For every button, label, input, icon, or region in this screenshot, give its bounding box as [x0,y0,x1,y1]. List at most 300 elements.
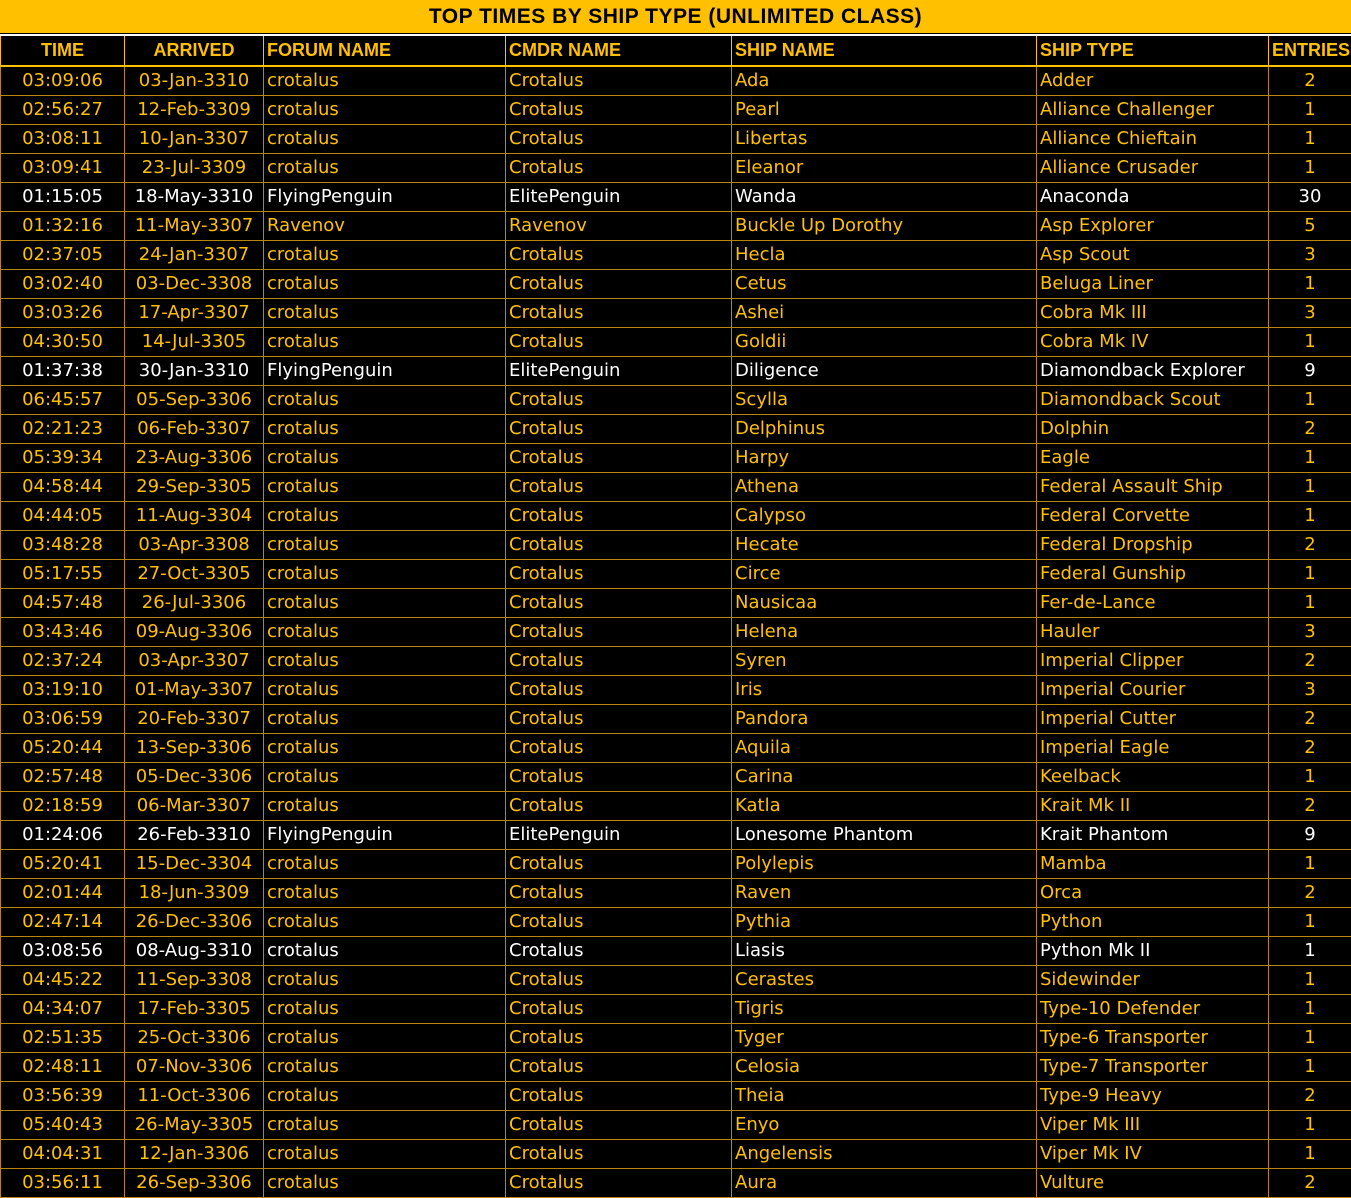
cell-forum-name[interactable]: FlyingPenguin [264,820,506,849]
cell-ship-type[interactable]: Imperial Clipper [1037,646,1269,675]
cell-cmdr-name[interactable]: ElitePenguin [506,356,732,385]
table-row [1,936,1351,965]
cell-time[interactable]: 03:06:59 [1,704,125,733]
cell-forum-name[interactable]: crotalus [264,95,506,124]
cell-ship-name[interactable]: Raven [732,878,1037,907]
cell-ship-type[interactable]: Adder [1037,66,1269,95]
cell-forum-name[interactable]: crotalus [264,530,506,559]
cell-time[interactable]: 02:37:05 [1,240,125,269]
cell-time[interactable]: 05:17:55 [1,559,125,588]
column-header-forum-name: FORUM NAME [264,35,506,66]
cell-arrived[interactable]: 13-Sep-3306 [125,733,264,762]
cell-ship-type[interactable]: Federal Assault Ship [1037,472,1269,501]
cell-cmdr-name[interactable]: Crotalus [506,1081,732,1110]
cell-ship-name[interactable]: Aura [732,1168,1037,1197]
cell-time[interactable]: 03:09:41 [1,153,125,182]
cell-ship-name[interactable]: Polylepis [732,849,1037,878]
cell-entries[interactable]: 2 [1269,704,1351,733]
cell-arrived[interactable]: 11-Oct-3306 [125,1081,264,1110]
cell-entries[interactable]: 2 [1269,733,1351,762]
header-row [1,35,1351,66]
cell-entries[interactable]: 1 [1269,936,1351,965]
table-row [1,530,1351,559]
cell-forum-name[interactable]: crotalus [264,1023,506,1052]
cell-arrived[interactable]: 03-Dec-3308 [125,269,264,298]
cell-entries[interactable]: 1 [1269,472,1351,501]
cell-ship-type[interactable]: Type-6 Transporter [1037,1023,1269,1052]
cell-ship-name[interactable]: Carina [732,762,1037,791]
cell-arrived[interactable]: 17-Feb-3305 [125,994,264,1023]
cell-arrived[interactable]: 23-Jul-3309 [125,153,264,182]
cell-cmdr-name[interactable]: ElitePenguin [506,820,732,849]
cell-cmdr-name[interactable]: Crotalus [506,240,732,269]
cell-arrived[interactable]: 06-Mar-3307 [125,791,264,820]
cell-ship-type[interactable]: Sidewinder [1037,965,1269,994]
cell-forum-name[interactable]: crotalus [264,385,506,414]
table-row [1,472,1351,501]
cell-forum-name[interactable]: crotalus [264,965,506,994]
table-row [1,994,1351,1023]
cell-time[interactable]: 02:51:35 [1,1023,125,1052]
cell-entries[interactable]: 1 [1269,269,1351,298]
cell-forum-name[interactable]: FlyingPenguin [264,356,506,385]
cell-forum-name[interactable]: crotalus [264,588,506,617]
cell-entries[interactable]: 2 [1269,66,1351,95]
cell-cmdr-name[interactable]: Crotalus [506,1052,732,1081]
cell-cmdr-name[interactable]: Crotalus [506,443,732,472]
cell-entries[interactable]: 1 [1269,849,1351,878]
cell-arrived[interactable]: 03-Jan-3310 [125,66,264,95]
cell-ship-type[interactable]: Eagle [1037,443,1269,472]
cell-time[interactable]: 04:34:07 [1,994,125,1023]
cell-time[interactable]: 05:20:44 [1,733,125,762]
cell-cmdr-name[interactable]: Crotalus [506,124,732,153]
cell-cmdr-name[interactable]: Crotalus [506,472,732,501]
cell-ship-type[interactable]: Vulture [1037,1168,1269,1197]
cell-ship-name[interactable]: Syren [732,646,1037,675]
cell-arrived[interactable]: 30-Jan-3310 [125,356,264,385]
cell-arrived[interactable]: 27-Oct-3305 [125,559,264,588]
cell-cmdr-name[interactable]: Crotalus [506,501,732,530]
cell-entries[interactable]: 3 [1269,240,1351,269]
cell-arrived[interactable]: 26-Jul-3306 [125,588,264,617]
cell-time[interactable]: 04:57:48 [1,588,125,617]
cell-ship-type[interactable]: Cobra Mk IV [1037,327,1269,356]
cell-arrived[interactable]: 18-May-3310 [125,182,264,211]
table-row [1,211,1351,240]
cell-time[interactable]: 05:20:41 [1,849,125,878]
cell-time[interactable]: 03:19:10 [1,675,125,704]
cell-arrived[interactable]: 26-Sep-3306 [125,1168,264,1197]
cell-forum-name[interactable]: crotalus [264,704,506,733]
cell-entries[interactable]: 1 [1269,153,1351,182]
cell-entries[interactable]: 1 [1269,1139,1351,1168]
table-row [1,1023,1351,1052]
cell-ship-name[interactable]: Delphinus [732,414,1037,443]
cell-entries[interactable]: 1 [1269,327,1351,356]
cell-forum-name[interactable]: crotalus [264,124,506,153]
cell-arrived[interactable]: 20-Feb-3307 [125,704,264,733]
cell-ship-type[interactable]: Viper Mk III [1037,1110,1269,1139]
cell-time[interactable]: 04:44:05 [1,501,125,530]
cell-arrived[interactable]: 15-Dec-3304 [125,849,264,878]
cell-arrived[interactable]: 29-Sep-3305 [125,472,264,501]
cell-cmdr-name[interactable]: Crotalus [506,66,732,95]
cell-arrived[interactable]: 03-Apr-3307 [125,646,264,675]
cell-cmdr-name[interactable]: Crotalus [506,936,732,965]
cell-ship-type[interactable]: Mamba [1037,849,1269,878]
cell-ship-name[interactable]: Celosia [732,1052,1037,1081]
cell-arrived[interactable]: 01-May-3307 [125,675,264,704]
column-header-ship-type: SHIP TYPE [1037,35,1269,66]
cell-ship-name[interactable]: Cetus [732,269,1037,298]
cell-ship-name[interactable]: Pearl [732,95,1037,124]
cell-cmdr-name[interactable]: Crotalus [506,1110,732,1139]
cell-ship-type[interactable]: Anaconda [1037,182,1269,211]
table-row [1,269,1351,298]
cell-arrived[interactable]: 07-Nov-3306 [125,1052,264,1081]
cell-cmdr-name[interactable]: Crotalus [506,675,732,704]
cell-ship-type[interactable]: Federal Corvette [1037,501,1269,530]
cell-forum-name[interactable]: crotalus [264,994,506,1023]
cell-time[interactable]: 04:04:31 [1,1139,125,1168]
cell-ship-name[interactable]: Libertas [732,124,1037,153]
cell-arrived[interactable]: 06-Feb-3307 [125,414,264,443]
cell-cmdr-name[interactable]: Crotalus [506,269,732,298]
cell-entries[interactable]: 1 [1269,965,1351,994]
cell-forum-name[interactable]: crotalus [264,1110,506,1139]
cell-forum-name[interactable]: crotalus [264,1081,506,1110]
cell-ship-type[interactable]: Imperial Cutter [1037,704,1269,733]
cell-cmdr-name[interactable]: Crotalus [506,559,732,588]
table-row [1,965,1351,994]
table-row [1,240,1351,269]
cell-ship-type[interactable]: Orca [1037,878,1269,907]
cell-time[interactable]: 01:15:05 [1,182,125,211]
cell-cmdr-name[interactable]: Crotalus [506,1023,732,1052]
cell-forum-name[interactable]: crotalus [264,791,506,820]
cell-time[interactable]: 05:39:34 [1,443,125,472]
cell-cmdr-name[interactable]: Crotalus [506,965,732,994]
cell-cmdr-name[interactable]: Crotalus [506,298,732,327]
cell-forum-name[interactable]: crotalus [264,675,506,704]
table-row [1,327,1351,356]
cell-time[interactable]: 04:30:50 [1,327,125,356]
cell-time[interactable]: 05:40:43 [1,1110,125,1139]
cell-arrived[interactable]: 08-Aug-3310 [125,936,264,965]
cell-entries[interactable]: 1 [1269,1110,1351,1139]
cell-cmdr-name[interactable]: Crotalus [506,646,732,675]
cell-ship-type[interactable]: Dolphin [1037,414,1269,443]
cell-ship-type[interactable]: Imperial Eagle [1037,733,1269,762]
cell-entries[interactable]: 2 [1269,530,1351,559]
cell-entries[interactable]: 1 [1269,385,1351,414]
cell-cmdr-name[interactable]: Crotalus [506,414,732,443]
cell-cmdr-name[interactable]: Crotalus [506,530,732,559]
cell-time[interactable]: 02:57:48 [1,762,125,791]
cell-ship-type[interactable]: Alliance Chieftain [1037,124,1269,153]
cell-ship-name[interactable]: Hecate [732,530,1037,559]
cell-ship-name[interactable]: Enyo [732,1110,1037,1139]
cell-forum-name[interactable]: crotalus [264,501,506,530]
cell-ship-type[interactable]: Alliance Crusader [1037,153,1269,182]
cell-arrived[interactable]: 11-Aug-3304 [125,501,264,530]
cell-ship-name[interactable]: Pandora [732,704,1037,733]
cell-arrived[interactable]: 12-Jan-3306 [125,1139,264,1168]
cell-forum-name[interactable]: crotalus [264,414,506,443]
cell-arrived[interactable]: 05-Sep-3306 [125,385,264,414]
cell-ship-type[interactable]: Diamondback Scout [1037,385,1269,414]
cell-arrived[interactable]: 26-May-3305 [125,1110,264,1139]
cell-cmdr-name[interactable]: Crotalus [506,907,732,936]
cell-cmdr-name[interactable]: Crotalus [506,849,732,878]
cell-ship-name[interactable]: Tigris [732,994,1037,1023]
cell-cmdr-name[interactable]: Crotalus [506,617,732,646]
table-row [1,878,1351,907]
cell-ship-type[interactable]: Beluga Liner [1037,269,1269,298]
cell-ship-name[interactable]: Ada [732,66,1037,95]
cell-forum-name[interactable]: crotalus [264,1139,506,1168]
cell-ship-name[interactable]: Calypso [732,501,1037,530]
cell-forum-name[interactable]: crotalus [264,472,506,501]
cell-entries[interactable]: 3 [1269,617,1351,646]
cell-time[interactable]: 01:37:38 [1,356,125,385]
cell-ship-type[interactable]: Viper Mk IV [1037,1139,1269,1168]
cell-time[interactable]: 01:32:16 [1,211,125,240]
cell-time[interactable]: 03:03:26 [1,298,125,327]
cell-time[interactable]: 03:08:11 [1,124,125,153]
cell-forum-name[interactable]: crotalus [264,443,506,472]
cell-ship-type[interactable]: Asp Scout [1037,240,1269,269]
cell-ship-name[interactable]: Hecla [732,240,1037,269]
cell-time[interactable]: 03:43:46 [1,617,125,646]
cell-forum-name[interactable]: crotalus [264,646,506,675]
cell-ship-type[interactable]: Krait Phantom [1037,820,1269,849]
cell-time[interactable]: 04:45:22 [1,965,125,994]
cell-entries[interactable]: 1 [1269,501,1351,530]
cell-entries[interactable]: 1 [1269,994,1351,1023]
cell-ship-name[interactable]: Scylla [732,385,1037,414]
cell-ship-type[interactable]: Type-10 Defender [1037,994,1269,1023]
cell-forum-name[interactable]: crotalus [264,733,506,762]
cell-ship-type[interactable]: Hauler [1037,617,1269,646]
cell-entries[interactable]: 3 [1269,675,1351,704]
cell-forum-name[interactable]: crotalus [264,936,506,965]
cell-cmdr-name[interactable]: Crotalus [506,95,732,124]
cell-ship-type[interactable]: Federal Gunship [1037,559,1269,588]
cell-entries[interactable]: 2 [1269,878,1351,907]
cell-time[interactable]: 01:24:06 [1,820,125,849]
cell-forum-name[interactable]: crotalus [264,878,506,907]
table-row [1,1139,1351,1168]
cell-forum-name[interactable]: crotalus [264,849,506,878]
cell-ship-name[interactable]: Buckle Up Dorothy [732,211,1037,240]
cell-arrived[interactable]: 26-Dec-3306 [125,907,264,936]
cell-ship-name[interactable]: Eleanor [732,153,1037,182]
table-body [1,66,1351,1197]
cell-entries[interactable]: 2 [1269,646,1351,675]
cell-forum-name[interactable]: FlyingPenguin [264,182,506,211]
cell-ship-name[interactable]: Lonesome Phantom [732,820,1037,849]
cell-ship-name[interactable]: Cerastes [732,965,1037,994]
cell-ship-type[interactable]: Type-7 Transporter [1037,1052,1269,1081]
cell-arrived[interactable]: 24-Jan-3307 [125,240,264,269]
cell-cmdr-name[interactable]: Crotalus [506,762,732,791]
cell-forum-name[interactable]: crotalus [264,1168,506,1197]
cell-ship-name[interactable]: Wanda [732,182,1037,211]
table-row [1,124,1351,153]
table-title: TOP TIMES BY SHIP TYPE (UNLIMITED CLASS) [0,0,1351,34]
table-row [1,588,1351,617]
table-row [1,704,1351,733]
cell-ship-type[interactable]: Alliance Challenger [1037,95,1269,124]
cell-arrived[interactable]: 25-Oct-3306 [125,1023,264,1052]
cell-entries[interactable]: 30 [1269,182,1351,211]
cell-cmdr-name[interactable]: Crotalus [506,791,732,820]
cell-entries[interactable]: 2 [1269,1081,1351,1110]
cell-time[interactable]: 02:18:59 [1,791,125,820]
cell-entries[interactable]: 1 [1269,907,1351,936]
cell-time[interactable]: 02:56:27 [1,95,125,124]
table-row [1,1110,1351,1139]
cell-forum-name[interactable]: crotalus [264,907,506,936]
cell-arrived[interactable]: 17-Apr-3307 [125,298,264,327]
table-row [1,559,1351,588]
cell-time[interactable]: 02:47:14 [1,907,125,936]
cell-ship-type[interactable]: Imperial Courier [1037,675,1269,704]
cell-forum-name[interactable]: crotalus [264,240,506,269]
cell-cmdr-name[interactable]: Crotalus [506,588,732,617]
cell-ship-type[interactable]: Asp Explorer [1037,211,1269,240]
table-row [1,443,1351,472]
cell-ship-name[interactable]: Iris [732,675,1037,704]
cell-forum-name[interactable]: crotalus [264,1052,506,1081]
cell-ship-name[interactable]: Harpy [732,443,1037,472]
cell-entries[interactable]: 2 [1269,791,1351,820]
cell-cmdr-name[interactable]: Crotalus [506,704,732,733]
cell-ship-name[interactable]: Theia [732,1081,1037,1110]
cell-forum-name[interactable]: crotalus [264,269,506,298]
cell-arrived[interactable]: 11-Sep-3308 [125,965,264,994]
cell-time[interactable]: 03:56:11 [1,1168,125,1197]
cell-ship-type[interactable]: Keelback [1037,762,1269,791]
cell-arrived[interactable]: 26-Feb-3310 [125,820,264,849]
cell-arrived[interactable]: 09-Aug-3306 [125,617,264,646]
cell-forum-name[interactable]: crotalus [264,298,506,327]
cell-entries[interactable]: 1 [1269,95,1351,124]
cell-ship-type[interactable]: Federal Dropship [1037,530,1269,559]
cell-forum-name[interactable]: crotalus [264,327,506,356]
cell-ship-name[interactable]: Diligence [732,356,1037,385]
cell-cmdr-name[interactable]: Crotalus [506,153,732,182]
cell-forum-name[interactable]: crotalus [264,762,506,791]
cell-arrived[interactable]: 12-Feb-3309 [125,95,264,124]
cell-entries[interactable]: 1 [1269,559,1351,588]
cell-entries[interactable]: 9 [1269,820,1351,849]
cell-ship-type[interactable]: Python Mk II [1037,936,1269,965]
cell-ship-name[interactable]: Ashei [732,298,1037,327]
table-row [1,820,1351,849]
cell-forum-name[interactable]: Ravenov [264,211,506,240]
cell-ship-name[interactable]: Angelensis [732,1139,1037,1168]
cell-ship-name[interactable]: Aquila [732,733,1037,762]
cell-ship-name[interactable]: Goldii [732,327,1037,356]
cell-ship-name[interactable]: Nausicaa [732,588,1037,617]
cell-ship-name[interactable]: Athena [732,472,1037,501]
cell-ship-name[interactable]: Liasis [732,936,1037,965]
cell-forum-name[interactable]: crotalus [264,66,506,95]
cell-entries[interactable]: 1 [1269,124,1351,153]
cell-forum-name[interactable]: crotalus [264,617,506,646]
table-row [1,501,1351,530]
cell-ship-type[interactable]: Diamondback Explorer [1037,356,1269,385]
cell-ship-name[interactable]: Pythia [732,907,1037,936]
cell-cmdr-name[interactable]: Crotalus [506,385,732,414]
cell-entries[interactable]: 2 [1269,414,1351,443]
cell-time[interactable]: 02:21:23 [1,414,125,443]
cell-arrived[interactable]: 18-Jun-3309 [125,878,264,907]
cell-entries[interactable]: 1 [1269,443,1351,472]
cell-ship-type[interactable]: Fer-de-Lance [1037,588,1269,617]
cell-ship-type[interactable]: Type-9 Heavy [1037,1081,1269,1110]
cell-time[interactable]: 06:45:57 [1,385,125,414]
cell-ship-name[interactable]: Helena [732,617,1037,646]
cell-time[interactable]: 03:08:56 [1,936,125,965]
cell-cmdr-name[interactable]: Ravenov [506,211,732,240]
cell-time[interactable]: 03:09:06 [1,66,125,95]
cell-ship-type[interactable]: Krait Mk II [1037,791,1269,820]
cell-ship-name[interactable]: Circe [732,559,1037,588]
cell-ship-type[interactable]: Python [1037,907,1269,936]
cell-time[interactable]: 04:58:44 [1,472,125,501]
cell-cmdr-name[interactable]: Crotalus [506,994,732,1023]
cell-entries[interactable]: 2 [1269,1168,1351,1197]
cell-arrived[interactable]: 11-May-3307 [125,211,264,240]
cell-forum-name[interactable]: crotalus [264,153,506,182]
cell-cmdr-name[interactable]: Crotalus [506,878,732,907]
cell-arrived[interactable]: 05-Dec-3306 [125,762,264,791]
cell-entries[interactable]: 1 [1269,1023,1351,1052]
cell-entries[interactable]: 1 [1269,588,1351,617]
cell-entries[interactable]: 5 [1269,211,1351,240]
cell-arrived[interactable]: 10-Jan-3307 [125,124,264,153]
cell-entries[interactable]: 9 [1269,356,1351,385]
cell-arrived[interactable]: 03-Apr-3308 [125,530,264,559]
cell-time[interactable]: 03:48:28 [1,530,125,559]
cell-ship-name[interactable]: Tyger [732,1023,1037,1052]
cell-time[interactable]: 02:48:11 [1,1052,125,1081]
cell-entries[interactable]: 1 [1269,1052,1351,1081]
cell-forum-name[interactable]: crotalus [264,559,506,588]
cell-time[interactable]: 03:02:40 [1,269,125,298]
cell-arrived[interactable]: 23-Aug-3306 [125,443,264,472]
table-row [1,1168,1351,1197]
cell-cmdr-name[interactable]: ElitePenguin [506,182,732,211]
cell-entries[interactable]: 3 [1269,298,1351,327]
cell-entries[interactable]: 1 [1269,762,1351,791]
cell-cmdr-name[interactable]: Crotalus [506,327,732,356]
cell-cmdr-name[interactable]: Crotalus [506,1139,732,1168]
cell-time[interactable]: 03:56:39 [1,1081,125,1110]
cell-cmdr-name[interactable]: Crotalus [506,1168,732,1197]
column-header-cmdr-name: CMDR NAME [506,35,732,66]
cell-ship-name[interactable]: Katla [732,791,1037,820]
cell-arrived[interactable]: 14-Jul-3305 [125,327,264,356]
cell-ship-type[interactable]: Cobra Mk III [1037,298,1269,327]
cell-cmdr-name[interactable]: Crotalus [506,733,732,762]
cell-time[interactable]: 02:37:24 [1,646,125,675]
cell-time[interactable]: 02:01:44 [1,878,125,907]
